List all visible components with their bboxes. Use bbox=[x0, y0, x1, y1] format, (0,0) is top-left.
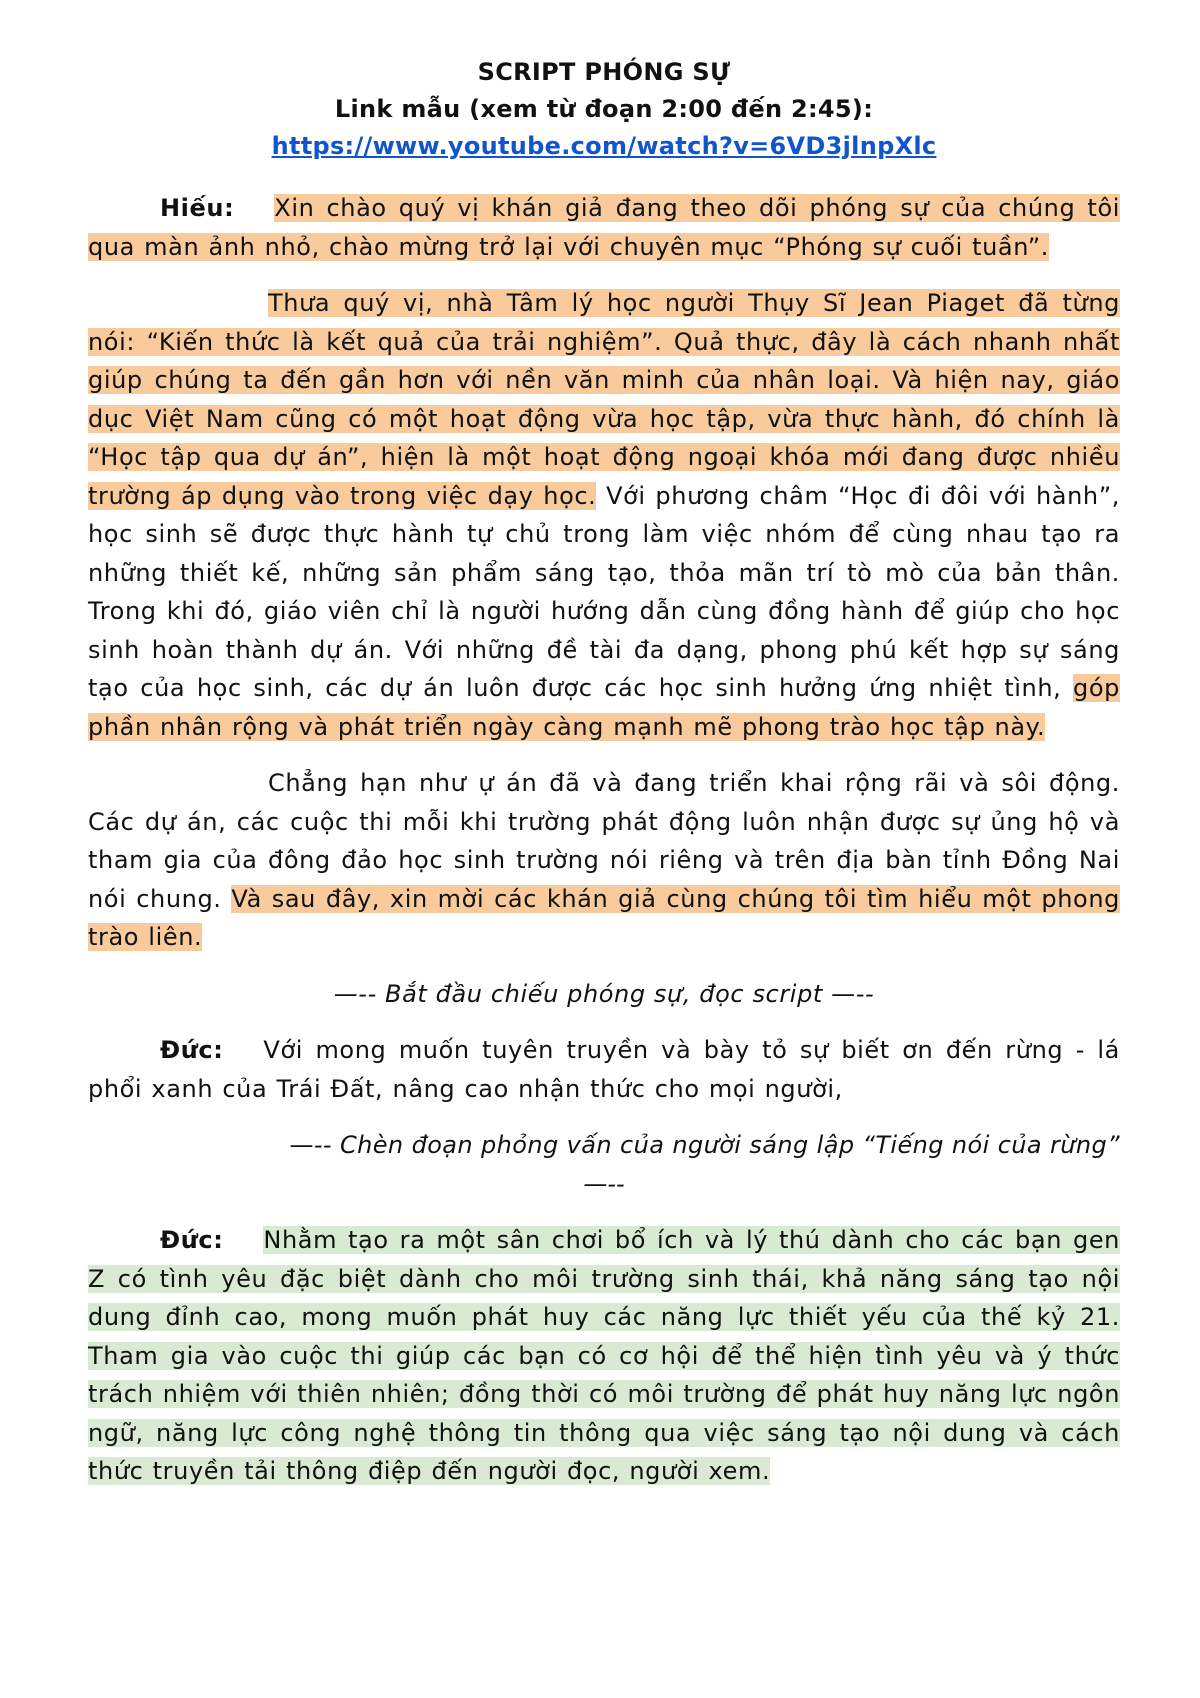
body-text: Với mong muốn tuyên truyền và bày tỏ sự biết ơn đến rừng - lá phổi xanh của Trái Đất, nâng cao nhận thức cho mọi người, bbox=[88, 1036, 1120, 1103]
highlighted-text: Thưa quý vị, nhà Tâm lý học người Thụy Sĩ Jean Piaget đã từng nói: “Kiến thức là kết quả của trải nghiệm”. Quả thực, đây là cách nhanh nhất giúp chúng ta đến gần hơn với nền văn minh của nhân loại. Và hiện nay, giáo dục Việt Nam cũng có một hoạt động vừa học tập, vừa thực hành, đó chính là “Học tập qua dự án”, hiện là một hoạt động ngoại khóa mới đang được nhiều trường áp dụng vào trong việc dạy học. bbox=[88, 289, 1120, 510]
speaker-label: Hiếu: bbox=[160, 194, 235, 222]
youtube-link[interactable]: https://www.youtube.com/watch?v=6VD3jlnpXlc bbox=[271, 132, 937, 160]
document-subtitle: Link mẫu (xem từ đoạn 2:00 đến 2:45): bbox=[334, 95, 874, 123]
body-text: Với phương châm “Học đi đôi với hành”, học sinh sẽ được thực hành tự chủ trong làm việc nhóm để cùng nhau tạo ra những thiết kế, những sản phẩm sáng tạo, thỏa mãn trí tò mò của bản thân. Trong khi đó, giáo viên chỉ là người hướng dẫn cùng đồng hành để giúp cho học sinh hoàn thành dự án. Với những đề tài đa dạng, phong phú kết hợp sự sáng tạo của học sinh, các dự án luôn được các học sinh hưởng ứng nhiệt tình, bbox=[88, 481, 1121, 702]
document-header bbox=[88, 54, 1120, 189]
highlighted-text: Nhằm tạo ra một sân chơi bổ ích và lý thú dành cho các bạn gen Z có tình yêu đặc biệt dành cho môi trường sinh thái, khả năng sáng tạo nội dung đỉnh cao, mong muốn phát huy các năng lực thiết yếu của thế kỷ 21. Tham gia vào cuộc thi giúp các bạn có cơ hội để thể hiện tình yêu và ý thức trách nhiệm với thiên nhiên; đồng thời có môi trường để phát huy năng lực ngôn ngữ, năng lực công nghệ thông tin thông qua việc sáng tạo nội dung và cách thức truyền tải thông điệp đến người đọc, người xem. bbox=[88, 1226, 1120, 1485]
paragraph-duc-1 bbox=[88, 1031, 1120, 1108]
paragraph-hieu-intro bbox=[88, 189, 1120, 266]
speaker-label: Đức: bbox=[160, 1036, 224, 1064]
sample-link-line bbox=[88, 128, 1120, 165]
stage-direction-interview: —-- Chèn đoạn phỏng vấn của người sáng lập “Tiếng nói của rừng” bbox=[289, 1131, 1120, 1159]
highlighted-text: Và sau đây, xin mời các khán giả cùng chúng tôi tìm hiểu một phong trào liên. bbox=[88, 884, 1120, 951]
highlighted-text: Xin chào quý vị khán giả đang theo dõi phóng sự của chúng tôi qua màn ảnh nhỏ, chào mừng trở lại với chuyên mục “Phóng sự cuối tuần”. bbox=[88, 194, 1120, 261]
stage-direction-start: —-- Bắt đầu chiếu phóng sự, đọc script —-- bbox=[333, 979, 875, 1008]
highlighted-text: góp phần nhân rộng và phát triển ngày càng mạnh mẽ phong trào học tập này. bbox=[88, 674, 1120, 741]
paragraph-piaget bbox=[88, 284, 1120, 746]
header-spacer bbox=[88, 165, 1120, 189]
paragraph-duc-2 bbox=[88, 1221, 1120, 1491]
body-text: Chẳng hạn như ự án đã và đang triển khai rộng rãi và sôi động. Các dự án, các cuộc thi mỗi khi trường phát động luôn nhận được sự ủng hộ và tham gia của đông đảo học sinh trường nói riêng và trên địa bàn tỉnh Đồng Nai nói chung. bbox=[88, 769, 1120, 913]
document-title: SCRIPT PHÓNG SỰ bbox=[477, 58, 731, 86]
stage-direction-interview-end: —-- bbox=[583, 1169, 625, 1198]
speaker-label: Đức: bbox=[160, 1226, 224, 1254]
paragraph-example bbox=[88, 764, 1120, 957]
